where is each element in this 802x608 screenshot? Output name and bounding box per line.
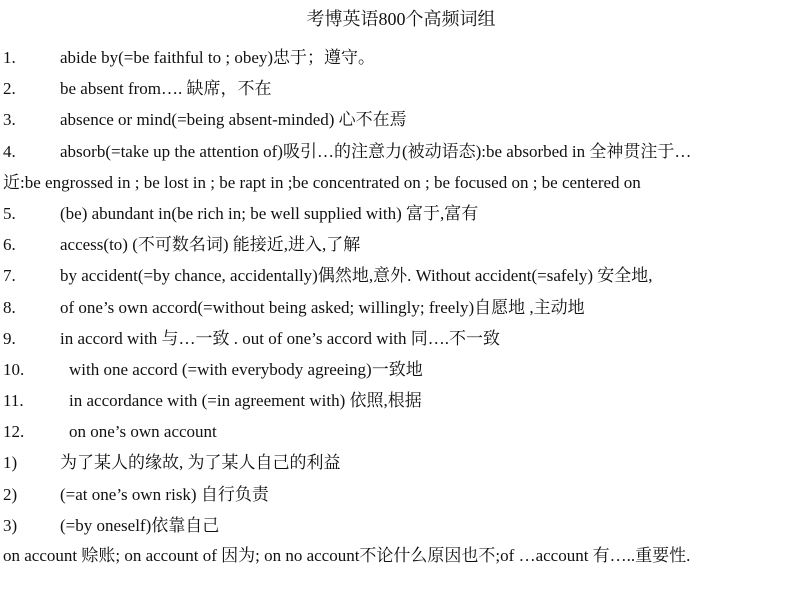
entry-number: 3. bbox=[3, 110, 16, 130]
entry-number: 5. bbox=[3, 203, 16, 223]
entry-text: (=at one’s own risk) 自行负责 bbox=[60, 484, 269, 504]
entry-text: by accident(=by chance, accidentally)偶然地,意外. Without accident(=safely) 安全地, bbox=[60, 266, 653, 286]
entry-number: 2) bbox=[3, 484, 18, 504]
entry-4-continuation bbox=[0, 167, 802, 198]
entry-10 bbox=[0, 354, 802, 385]
entry-text: absence or mind(=being absent-minded) 心不在焉 bbox=[60, 110, 407, 130]
entry-number: 9. bbox=[3, 328, 16, 348]
entry-text: with one accord (=with everybody agreeing)一致地 bbox=[69, 359, 423, 379]
entry-number: 1) bbox=[3, 453, 18, 473]
entry-text: absorb(=take up the attention of)吸引…的注意力(被动语态):be absorbed in 全神贯注于… bbox=[60, 141, 692, 161]
entry-12-sense-3 bbox=[0, 510, 802, 541]
entry-12-sense-2 bbox=[0, 479, 802, 510]
entry-text: be absent from…. 缺席，不在 bbox=[60, 79, 272, 99]
entry-number: 12. bbox=[3, 422, 25, 442]
entry-number: 7. bbox=[3, 266, 16, 286]
entry-4 bbox=[0, 136, 802, 167]
entry-11 bbox=[0, 385, 802, 416]
entry-text: abide by(=be faithful to ; obey)忠于；遵守。 bbox=[60, 48, 376, 67]
entry-3 bbox=[0, 104, 802, 135]
entry-number: 10. bbox=[3, 359, 25, 379]
entry-7 bbox=[0, 260, 802, 291]
entry-text: (=by oneself)依靠自己 bbox=[60, 515, 220, 535]
entry-1 bbox=[0, 42, 802, 73]
entry-number: 6. bbox=[3, 235, 16, 255]
entry-number: 11. bbox=[3, 391, 24, 411]
entry-number: 3) bbox=[3, 515, 18, 535]
entry-text: in accord with 与…一致 . out of one’s accord with 同….不一致 bbox=[60, 328, 501, 348]
entry-12-notes bbox=[0, 541, 802, 571]
entry-text: (be) abundant in(be rich in; be well supplied with) 富于,富有 bbox=[60, 203, 479, 223]
entry-number: 2. bbox=[3, 79, 16, 99]
entry-12 bbox=[0, 416, 802, 447]
entry-2 bbox=[0, 73, 802, 104]
entry-6 bbox=[0, 229, 802, 260]
entry-8 bbox=[0, 292, 802, 323]
entry-text: on one’s own account bbox=[69, 422, 217, 442]
entry-9 bbox=[0, 323, 802, 354]
entry-5 bbox=[0, 198, 802, 229]
entry-12-sense-1 bbox=[0, 447, 802, 478]
entry-number: 1. bbox=[3, 48, 16, 67]
entry-text: of one’s own accord(=without being asked; willingly; freely)自愿地 ,主动地 bbox=[60, 297, 585, 317]
entry-text: in accordance with (=in agreement with) 依照,根据 bbox=[69, 391, 422, 411]
entry-text: on account 赊账; on account of 因为; on no account不论什么原因也不;of …account 有…..重要性. bbox=[3, 546, 691, 565]
entry-number: 8. bbox=[3, 297, 16, 317]
entry-list bbox=[0, 42, 802, 571]
entry-text: 近:be engrossed in ; be lost in ; be rapt in ;be concentrated on ; be focused on ; be centered on bbox=[3, 172, 641, 192]
document-title: 考博英语800个高频词组 bbox=[306, 9, 496, 29]
entry-text: access(to) (不可数名词) 能接近,进入,了解 bbox=[60, 235, 361, 255]
entry-text: 为了某人的缘故, 为了某人自己的利益 bbox=[60, 453, 341, 473]
entry-number: 4. bbox=[3, 141, 16, 161]
